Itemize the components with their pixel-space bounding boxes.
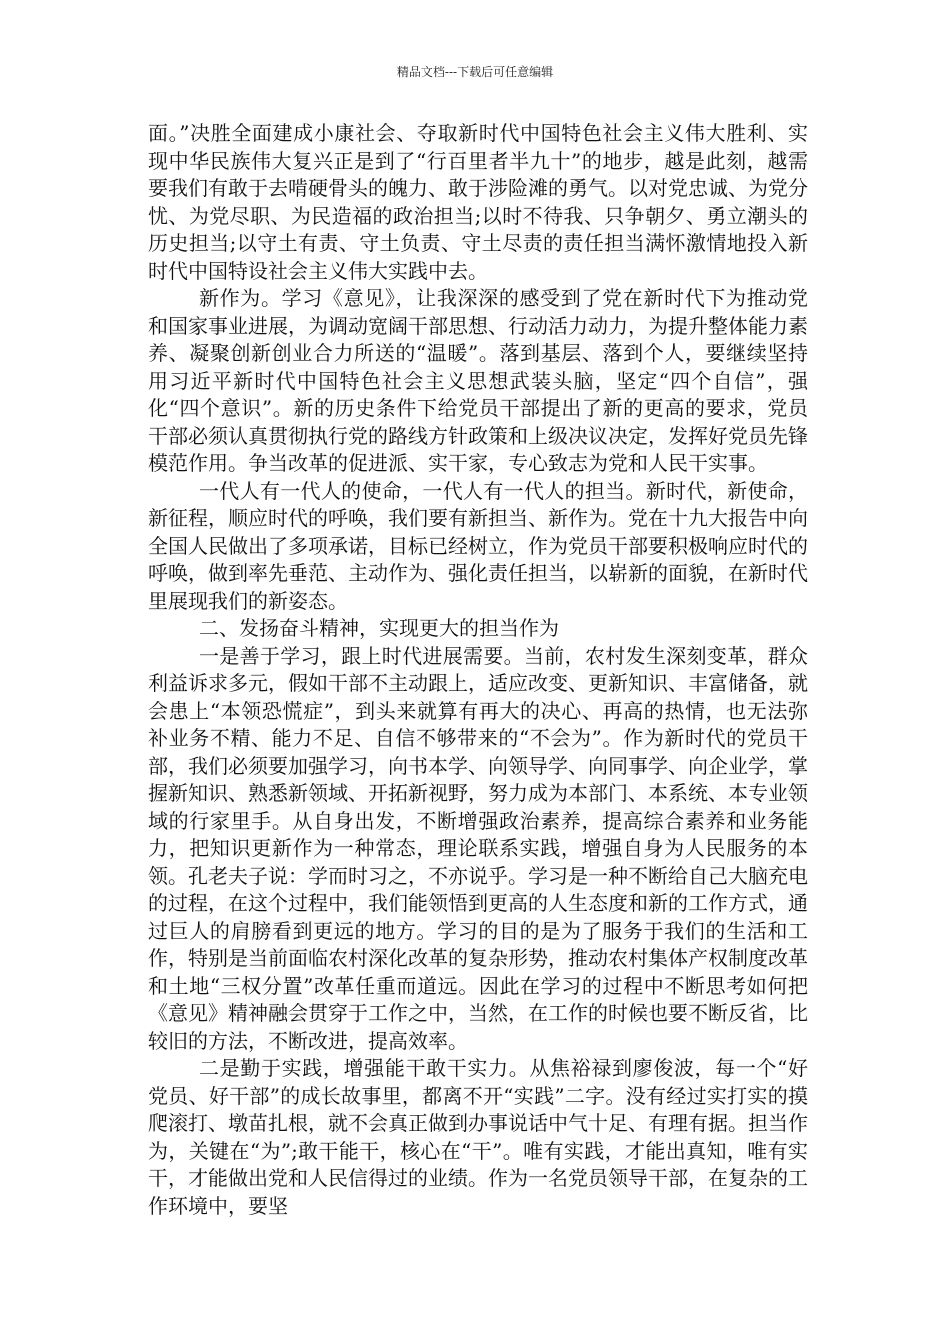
page-header: 精品文档---下载后可任意编辑 [396, 65, 554, 79]
paragraph-continuation: 面。”决胜全面建成小康社会、夺取新时代中国特色社会主义伟大胜利、实现中华民族伟大复兴正是到了“行百里者半九十”的地步，越是此刻，越需要我们有敢于去啃硬骨头的魄力、敢于涉险滩的勇气。以对党忠诚、为党分忧、为党尽职、为民造福的政治担当;以时不待我、只争朝夕、勇立潮头的历史担当;以守土有责、守土负责、守土尽责的责任担当满怀激情地投入新时代中国特设社会主义伟大实践中去。 [148, 121, 808, 283]
paragraph-generation-mission: 一代人有一代人的使命，一代人有一代人的担当。新时代，新使命，新征程，顺应时代的呼唤，我们要有新担当、新作为。党在十九大报告中向全国人民做出了多项承诺，目标已经树立，作为党员干部要积极响应时代的呼唤，做到率先垂范、主动作为、强化责任担当，以崭新的面貌，在新时代里展现我们的新姿态。 [148, 478, 808, 613]
document-body [148, 120, 808, 1220]
paragraph-new-action: 新作为。学习《意见》，让我深深的感受到了党在新时代下为推动党和国家事业进展，为调动宽阔干部思想、行动活力动力，为提升整体能力素养、凝聚创新创业合力所送的“温暖”。落到基层、落到个人，要继续坚持用习近平新时代中国特色社会主义思想武装头脑，坚定“四个自信”，强化“四个意识”。新的历史条件下给党员干部提出了新的更高的要求，党员干部必须认真贯彻执行党的路线方针政策和上级决议决定，发挥好党员先锋模范作用。争当改革的促进派、实干家，专心致志为党和人民干实事。 [148, 286, 808, 475]
paragraph-practice: 二是勤于实践，增强能干敢干实力。从焦裕禄到廖俊波，每一个“好党员、好干部”的成长故事里，都离不开“实践”二字。没有经过实打实的摸爬滚打、墩苗扎根，就不会真正做到办事说话中气十足、有理有据。担当作为，关键在“为”;敢干能干，核心在“干”。唯有实践，才能出真知，唯有实干，才能做出党和人民信得过的业绩。作为一名党员领导干部，在复杂的工作环境中，要坚 [148, 1056, 808, 1218]
section-heading: 二、发扬奋斗精神，实现更大的担当作为 [199, 616, 559, 640]
paragraph-learning: 一是善于学习，跟上时代进展需要。当前，农村发生深刻变革，群众利益诉求多元，假如干部不主动跟上，适应改变、更新知识、丰富储备，就会患上“本领恐慌症”，到头来就算有再大的决心、再高的热情，也无法弥补业务不精、能力不足、自信不够带来的“不会为”。作为新时代的党员干部，我们必须要加强学习，向书本学、向领导学、向同事学、向企业学，掌握新知识、熟悉新领域、开拓新视野，努力成为本部门、本系统、本专业领域的行家里手。从自身出发，不断增强政治素养，提高综合素养和业务能力，把知识更新作为一种常态，理论联系实践，增强自身为人民服务的本领。孔老夫子说：学而时习之，不亦说乎。学习是一种不断给自己大脑充电的过程，在这个过程中，我们能领悟到更高的人生态度和新的工作方式，通过巨人的肩膀看到更远的地方。学习的目的是为了服务于我们的生活和工作，特别是当前面临农村深化改革的复杂形势，推动农村集体产权制度改革和土地“三权分置”改革任重而道远。因此在学习的过程中不断思考如何把《意见》精神融会贯穿于工作之中，当然，在工作的时候也要不断反省，比较旧的方法，不断改进，提高效率。 [148, 643, 808, 1053]
